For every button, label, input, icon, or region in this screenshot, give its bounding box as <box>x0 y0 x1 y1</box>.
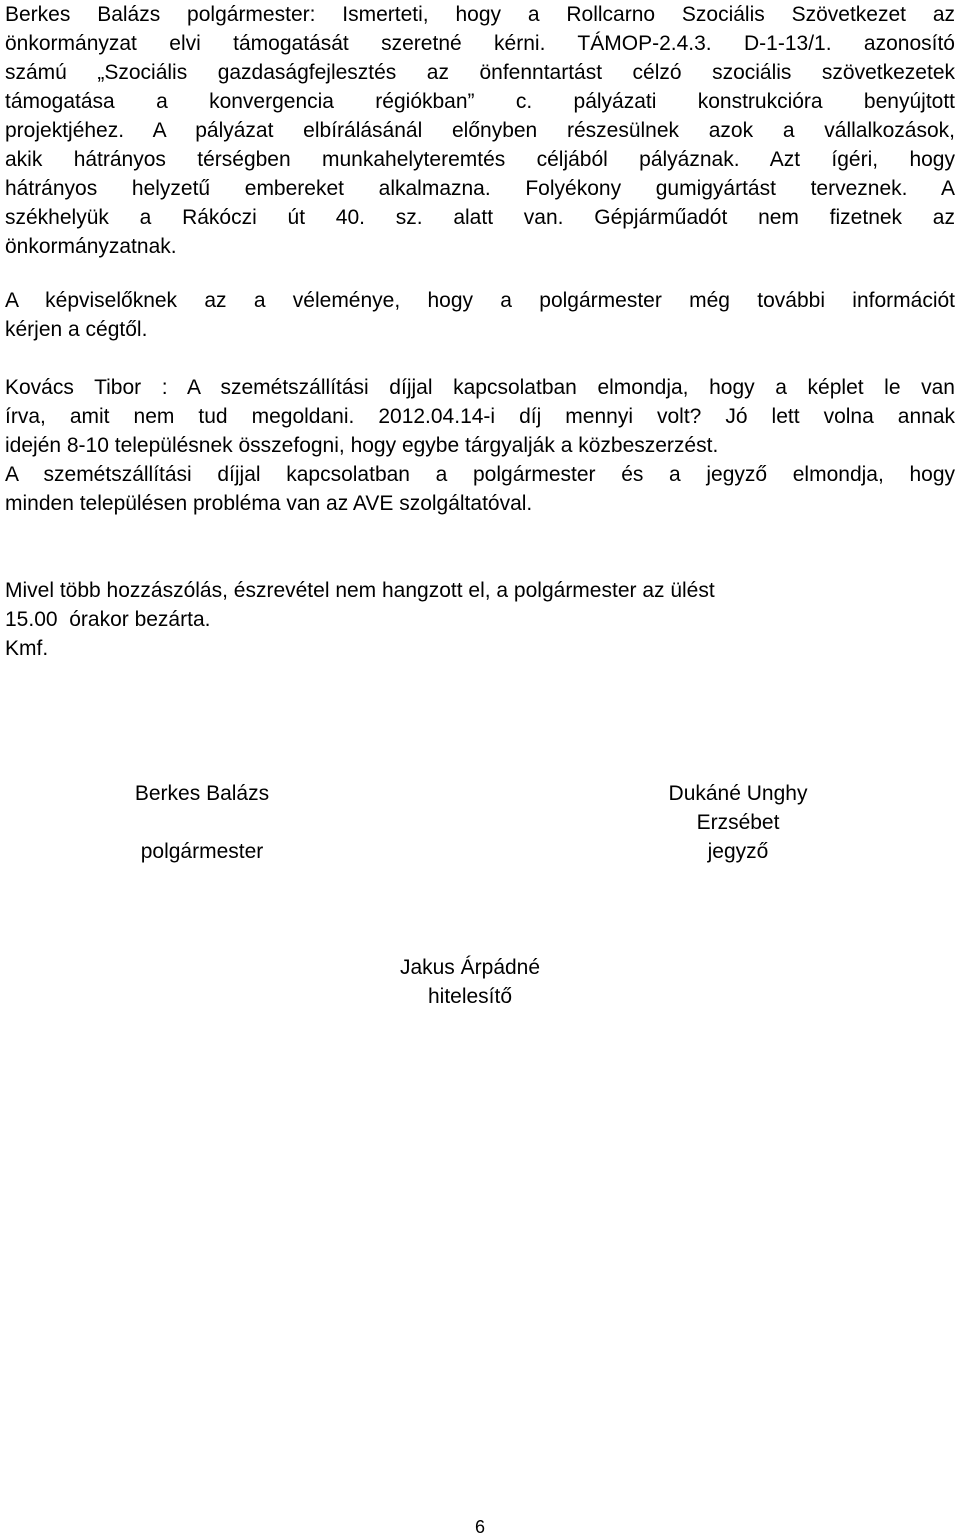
paragraph-line: 15.00 órakor bezárta. <box>5 608 211 631</box>
paragraph-rollcarno <box>5 0 955 261</box>
mayor-name: Berkes Balázs <box>134 782 270 805</box>
authenticator-title: hitelesítő <box>427 985 513 1008</box>
paragraph-line: önkormányzatnak. <box>5 235 177 258</box>
page-number: 6 <box>474 1517 485 1537</box>
mayor-signature-block <box>102 779 302 866</box>
notary-title: jegyző <box>707 840 769 863</box>
paragraph-line: idején 8-10 településnek összefogni, hogy egybe tárgyalják a közbeszerzést. <box>5 434 719 457</box>
spacer <box>102 808 302 837</box>
paragraph-line: Kmf. <box>5 637 49 660</box>
paragraph-line: írva, amit nem tud megoldani. 2012.04.14-i díj mennyi volt? Jó lett volna annak <box>5 405 955 428</box>
paragraph-line: számú „Szociális gazdaságfejlesztés az önfenntartást célzó szociális szövetkezetek <box>5 61 955 84</box>
authenticator-name: Jakus Árpádné <box>399 956 541 979</box>
mayor-title: polgármester <box>140 840 264 863</box>
paragraph-line: akik hátrányos térségben munkahelyteremtés céljából pályáznak. Azt ígéri, hogy <box>5 148 955 171</box>
paragraph-line: önkormányzat elvi támogatását szeretné kérni. TÁMOP-2.4.3. D-1-13/1. azonosító <box>5 32 955 55</box>
authenticator-signature-block <box>370 953 570 1011</box>
notary-signature-block <box>628 779 848 866</box>
paragraph-line: Mivel több hozzászólás, észrevétel nem hangzott el, a polgármester az ülést <box>5 579 715 602</box>
paragraph-line: hátrányos helyzetű embereket alkalmazna. Folyékony gumigyártást terveznek. A <box>5 177 955 200</box>
paragraph-line: projektjéhez. A pályázat elbírálásánál előnyben részesülnek azok a vállalkozások, <box>5 119 955 142</box>
paragraph-waste-fee <box>5 373 955 518</box>
paragraph-line: Berkes Balázs polgármester: Ismerteti, hogy a Rollcarno Szociális Szövetkezet az <box>5 3 955 26</box>
paragraph-line: támogatása a konvergencia régiókban” c. pályázati konstrukcióra benyújtott <box>5 90 955 113</box>
notary-name-line2: Erzsébet <box>696 811 780 834</box>
paragraph-line: minden településen probléma van az AVE szolgáltatóval. <box>5 492 533 515</box>
paragraph-line: székhelyük a Rákóczi út 40. sz. alatt van. Gépjárműadót nem fizetnek az <box>5 206 955 229</box>
paragraph-line: A szemétszállítási díjjal kapcsolatban a polgármester és a jegyző elmondja, hogy <box>5 463 955 486</box>
paragraph-closing <box>5 576 955 663</box>
paragraph-line: Kovács Tibor : A szemétszállítási díjjal kapcsolatban elmondja, hogy a képlet le van <box>5 376 955 399</box>
paragraph-representatives-opinion <box>5 286 955 344</box>
paragraph-line: kérjen a cégtől. <box>5 318 148 341</box>
paragraph-line: A képviselőknek az a véleménye, hogy a polgármester még további információt <box>5 289 955 312</box>
notary-name-line1: Dukáné Unghy <box>668 782 808 805</box>
